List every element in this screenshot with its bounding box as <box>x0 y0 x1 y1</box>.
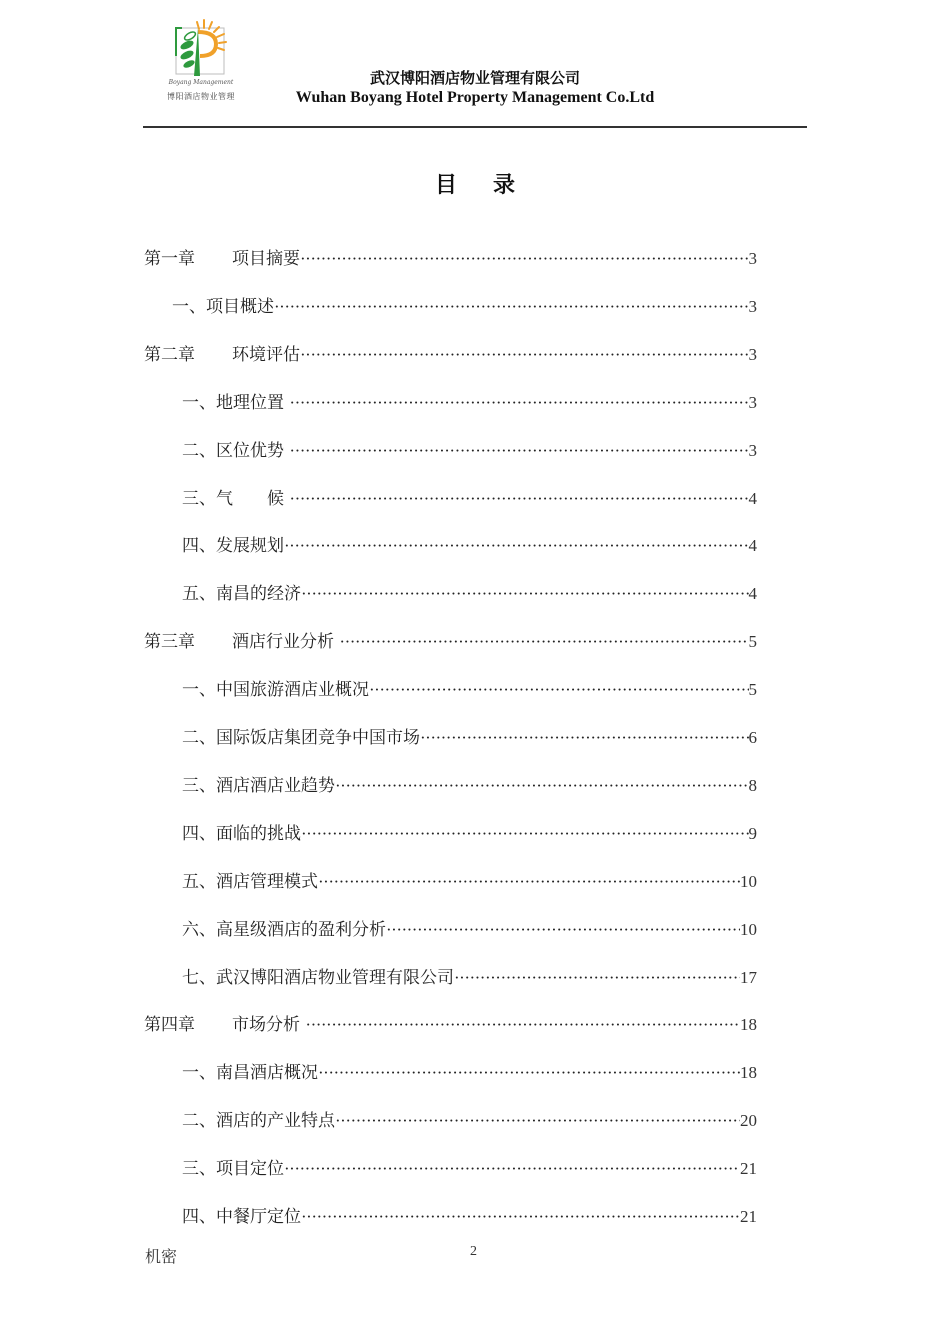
header-divider <box>143 126 807 128</box>
toc-chapter-entry[interactable] <box>144 343 757 367</box>
dot-leader <box>335 1109 740 1133</box>
toc-section-entry[interactable] <box>182 1061 757 1085</box>
toc-entry-text: 四、面临的挑战 <box>182 824 301 844</box>
toc-section-entry[interactable] <box>182 391 757 415</box>
toc-entry-text: 环境评估 <box>232 345 300 365</box>
dot-leader <box>318 1061 740 1085</box>
toc-entry-text: 一、中国旅游酒店业概况 <box>182 680 369 700</box>
toc-entry-label <box>144 630 339 654</box>
dot-leader <box>454 966 740 990</box>
dot-leader <box>274 295 749 319</box>
toc-entry-label <box>182 1205 301 1229</box>
chapter-number: 第二章 <box>144 345 195 365</box>
toc-entry-text: 一、南昌酒店概况 <box>182 1063 318 1083</box>
toc-entry-label <box>182 1157 284 1181</box>
toc-page-number: 10 <box>740 872 757 891</box>
toc-entry-text: 六、高星级酒店的盈利分析 <box>182 920 386 940</box>
toc-entry-label <box>182 1061 318 1085</box>
toc-section-entry[interactable] <box>182 822 757 846</box>
toc-chapter-entry[interactable] <box>144 630 757 654</box>
dot-leader <box>335 774 749 798</box>
toc-entry-text: 市场分析 <box>232 1015 306 1035</box>
toc-page-number: 3 <box>748 441 757 460</box>
toc-section-entry[interactable] <box>182 439 757 463</box>
dot-leader <box>386 918 740 942</box>
toc-section-entry[interactable] <box>182 534 757 558</box>
toc-entry-label <box>182 774 335 798</box>
toc-entry-text: 三、项目定位 <box>182 1159 284 1179</box>
logo-chinese-text: 博阳酒店物业管理 <box>167 92 235 101</box>
toc-entry-text: 四、发展规划 <box>182 536 284 556</box>
toc-entry-text: 五、南昌的经济 <box>182 584 301 604</box>
toc-section-entry[interactable] <box>182 966 757 990</box>
toc-page-number: 18 <box>740 1063 757 1082</box>
toc-entry-text: 二、区位优势 <box>182 441 290 461</box>
toc-entry-text: 三、酒店酒店业趋势 <box>182 776 335 796</box>
toc-page-number: 21 <box>740 1207 757 1226</box>
toc-page-number: 6 <box>748 728 757 747</box>
dot-leader <box>369 678 749 702</box>
toc-page-number: 4 <box>748 584 757 603</box>
toc-entry-label <box>182 678 369 702</box>
toc-page-number: 21 <box>740 1159 757 1178</box>
toc-entry-label <box>182 534 284 558</box>
dot-leader <box>301 822 749 846</box>
toc-entry-label <box>182 918 386 942</box>
dot-leader <box>289 439 748 463</box>
toc-page-number: 18 <box>740 1015 757 1034</box>
toc-entry-label <box>172 295 274 319</box>
boyang-logo-icon <box>160 14 242 90</box>
chapter-number: 第四章 <box>144 1015 195 1035</box>
toc-page-number: 17 <box>740 968 757 987</box>
dot-leader <box>305 1013 740 1037</box>
toc-page-number: 4 <box>748 489 757 508</box>
toc-page-number: 10 <box>740 920 757 939</box>
company-logo <box>160 14 242 104</box>
toc-entry-label <box>182 966 454 990</box>
toc-section-entry[interactable] <box>182 1205 757 1229</box>
dot-leader <box>284 1157 740 1181</box>
chapter-number: 第三章 <box>144 632 195 652</box>
toc-entry-label <box>182 391 289 415</box>
toc-section-entry[interactable] <box>182 774 757 798</box>
toc-entry-label <box>144 343 300 367</box>
toc-entry-label <box>182 439 289 463</box>
dot-leader <box>318 870 740 894</box>
toc-entry-text: 四、中餐厅定位 <box>182 1207 301 1227</box>
toc-entry-label <box>182 582 301 606</box>
company-name-chinese: 武汉博阳酒店物业管理有限公司 <box>369 69 580 87</box>
toc-entry-text: 一、项目概述 <box>172 297 274 317</box>
toc-entry-text: 项目摘要 <box>232 249 300 269</box>
toc-page-number: 3 <box>748 345 757 364</box>
toc-section-entry[interactable] <box>182 726 757 750</box>
toc-entry-text: 三、气 候 <box>182 489 290 509</box>
toc-page-number: 5 <box>748 632 757 651</box>
toc-entry-text: 酒店行业分析 <box>232 632 340 652</box>
dot-leader <box>301 1205 740 1229</box>
toc-section-entry[interactable] <box>182 1109 757 1133</box>
toc-entry-text: 二、国际饭店集团竞争中国市场 <box>182 728 420 748</box>
toc-page-number: 3 <box>748 249 757 268</box>
company-name-english: Wuhan Boyang Hotel Property Management Co.Ltd <box>295 89 655 106</box>
dot-leader <box>289 391 748 415</box>
toc-entry-text: 二、酒店的产业特点 <box>182 1111 335 1131</box>
toc-entry-text: 一、地理位置 <box>182 393 290 413</box>
toc-section-entry[interactable] <box>172 295 757 319</box>
chapter-number: 第一章 <box>144 249 195 269</box>
company-header <box>240 68 710 108</box>
dot-leader <box>300 343 749 367</box>
toc-page-number: 4 <box>748 536 757 555</box>
toc-section-entry[interactable] <box>182 582 757 606</box>
toc-section-entry[interactable] <box>182 918 757 942</box>
toc-page-number: 8 <box>748 776 757 795</box>
dot-leader <box>300 247 749 271</box>
toc-entry-text: 七、武汉博阳酒店物业管理有限公司 <box>182 968 454 988</box>
toc-section-entry[interactable] <box>182 487 757 511</box>
dot-leader <box>420 726 749 750</box>
toc-entry-label <box>144 247 300 271</box>
dot-leader <box>339 630 748 654</box>
toc-entry-label <box>182 726 420 750</box>
toc-page-number: 5 <box>748 680 757 699</box>
toc-entry-label <box>182 822 301 846</box>
confidential-label: 机密 <box>145 1247 178 1266</box>
toc-entry-label <box>144 1013 305 1037</box>
toc-entry-label <box>182 487 289 511</box>
toc-page-number: 20 <box>740 1111 757 1130</box>
toc-entry-label <box>182 870 318 894</box>
toc-chapter-entry[interactable] <box>144 1013 757 1037</box>
page-number: 2 <box>470 1244 477 1259</box>
dot-leader <box>301 582 749 606</box>
toc-section-entry[interactable] <box>182 678 757 702</box>
toc-entry-label <box>182 1109 335 1133</box>
toc-section-entry[interactable] <box>182 1157 757 1181</box>
toc-section-entry[interactable] <box>182 870 757 894</box>
svg-text:Boyang Management: Boyang Management <box>168 79 234 86</box>
toc-page-number: 3 <box>748 393 757 412</box>
dot-leader <box>289 487 748 511</box>
toc-page-number: 9 <box>748 824 757 843</box>
toc-chapter-entry[interactable] <box>144 247 757 271</box>
toc-page-number: 3 <box>748 297 757 316</box>
toc-title: 目录 <box>434 173 551 198</box>
toc-entry-text: 五、酒店管理模式 <box>182 872 318 892</box>
dot-leader <box>284 534 749 558</box>
